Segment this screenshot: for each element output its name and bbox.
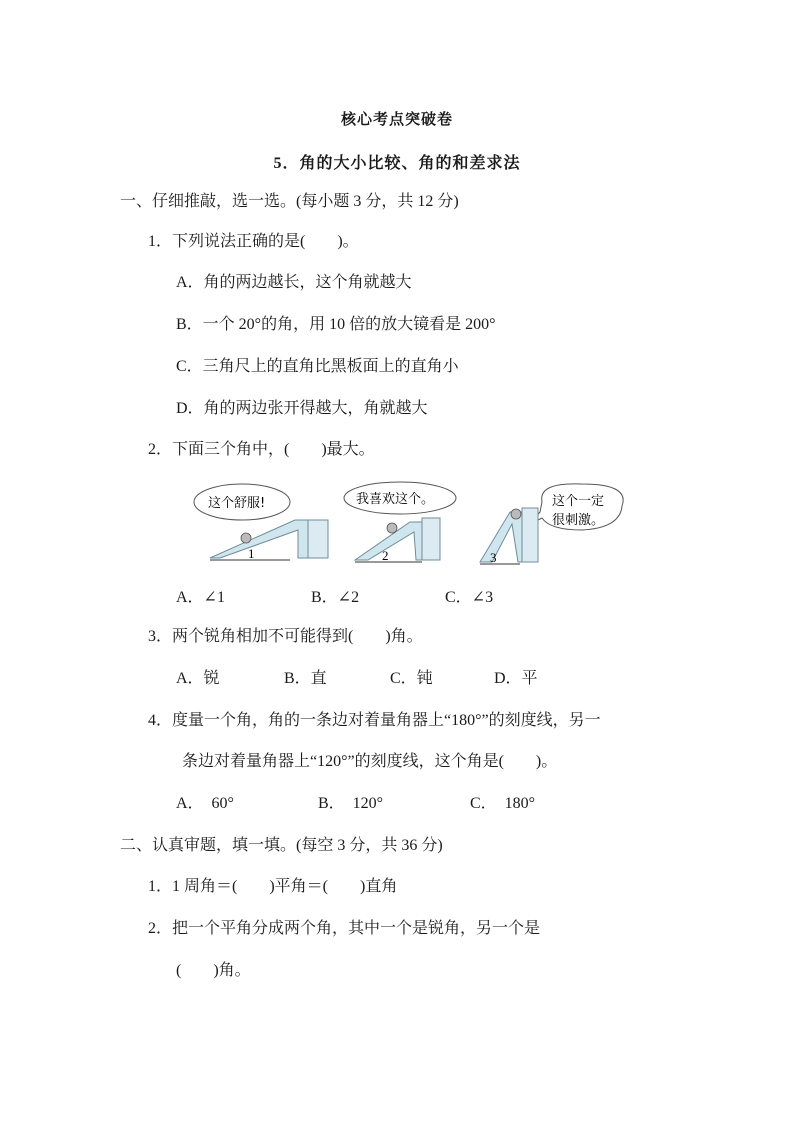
slide-2 [344,482,456,563]
bubble-2-text: 我喜欢这个。 [356,492,435,507]
q3-option-a: A．锐 [176,670,220,687]
q4-option-b: B． 120° [318,795,384,812]
section-2-heading: 二、认真审题，填一填。(每空 3 分，共 36 分) [120,837,443,854]
q1-stem: 1．下列说法正确的是( )。 [148,233,359,250]
q3-stem: 3．两个锐角相加不可能得到( )角。 [148,628,423,645]
q1-option-c: C．三角尺上的直角比黑板面上的直角小 [176,358,459,375]
s2-q2-line1: 2．把一个平角分成两个角，其中一个是锐角，另一个是 [148,920,541,937]
slides-illustration [190,478,650,568]
page-subtitle: 5．角的大小比较、角的和差求法 [273,155,521,172]
q4-stem-line1: 4．度量一个角，角的一条边对着量角器上“180°”的刻度线，另一 [148,712,601,729]
q4-option-a: A． 60° [176,795,234,812]
q2-option-b: B．∠2 [311,589,360,606]
angle-3-label: 3 [490,550,497,565]
page-title: 核心考点突破卷 [340,112,453,128]
q3-option-d: D．平 [494,670,538,687]
slide-3 [480,484,623,565]
section-1-heading: 一、仔细推敲，选一选。(每小题 3 分，共 12 分) [120,193,459,210]
q2-option-a: A．∠1 [176,589,225,606]
q1-option-b: B．一个 20°的角，用 10 倍的放大镜看是 200° [176,316,496,333]
q4-stem-line2: 条边对着量角器上“120°”的刻度线，这个角是( )。 [182,753,558,770]
q1-option-d: D．角的两边张开得越大，角就越大 [176,400,428,417]
slide-1 [194,484,328,561]
q2-stem: 2．下面三个角中，( )最大。 [148,441,375,458]
s2-q1: 1．1 周角＝( )平角＝( )直角 [148,878,398,895]
bubble-1-text: 这个舒服! [208,496,266,511]
s2-q2-line2: ( )角。 [176,962,251,979]
q3-option-b: B．直 [284,670,327,687]
bubble-3-line2: 很刺激。 [552,513,605,528]
q2-option-c: C．∠3 [445,589,494,606]
bubble-3-line1: 这个一定 [552,494,605,509]
q1-option-a: A．角的两边越长，这个角就越大 [176,274,412,291]
angle-1-label: 1 [248,546,255,561]
q4-option-c: C． 180° [470,795,536,812]
q3-option-c: C．钝 [390,670,433,687]
angle-2-label: 2 [382,548,389,563]
